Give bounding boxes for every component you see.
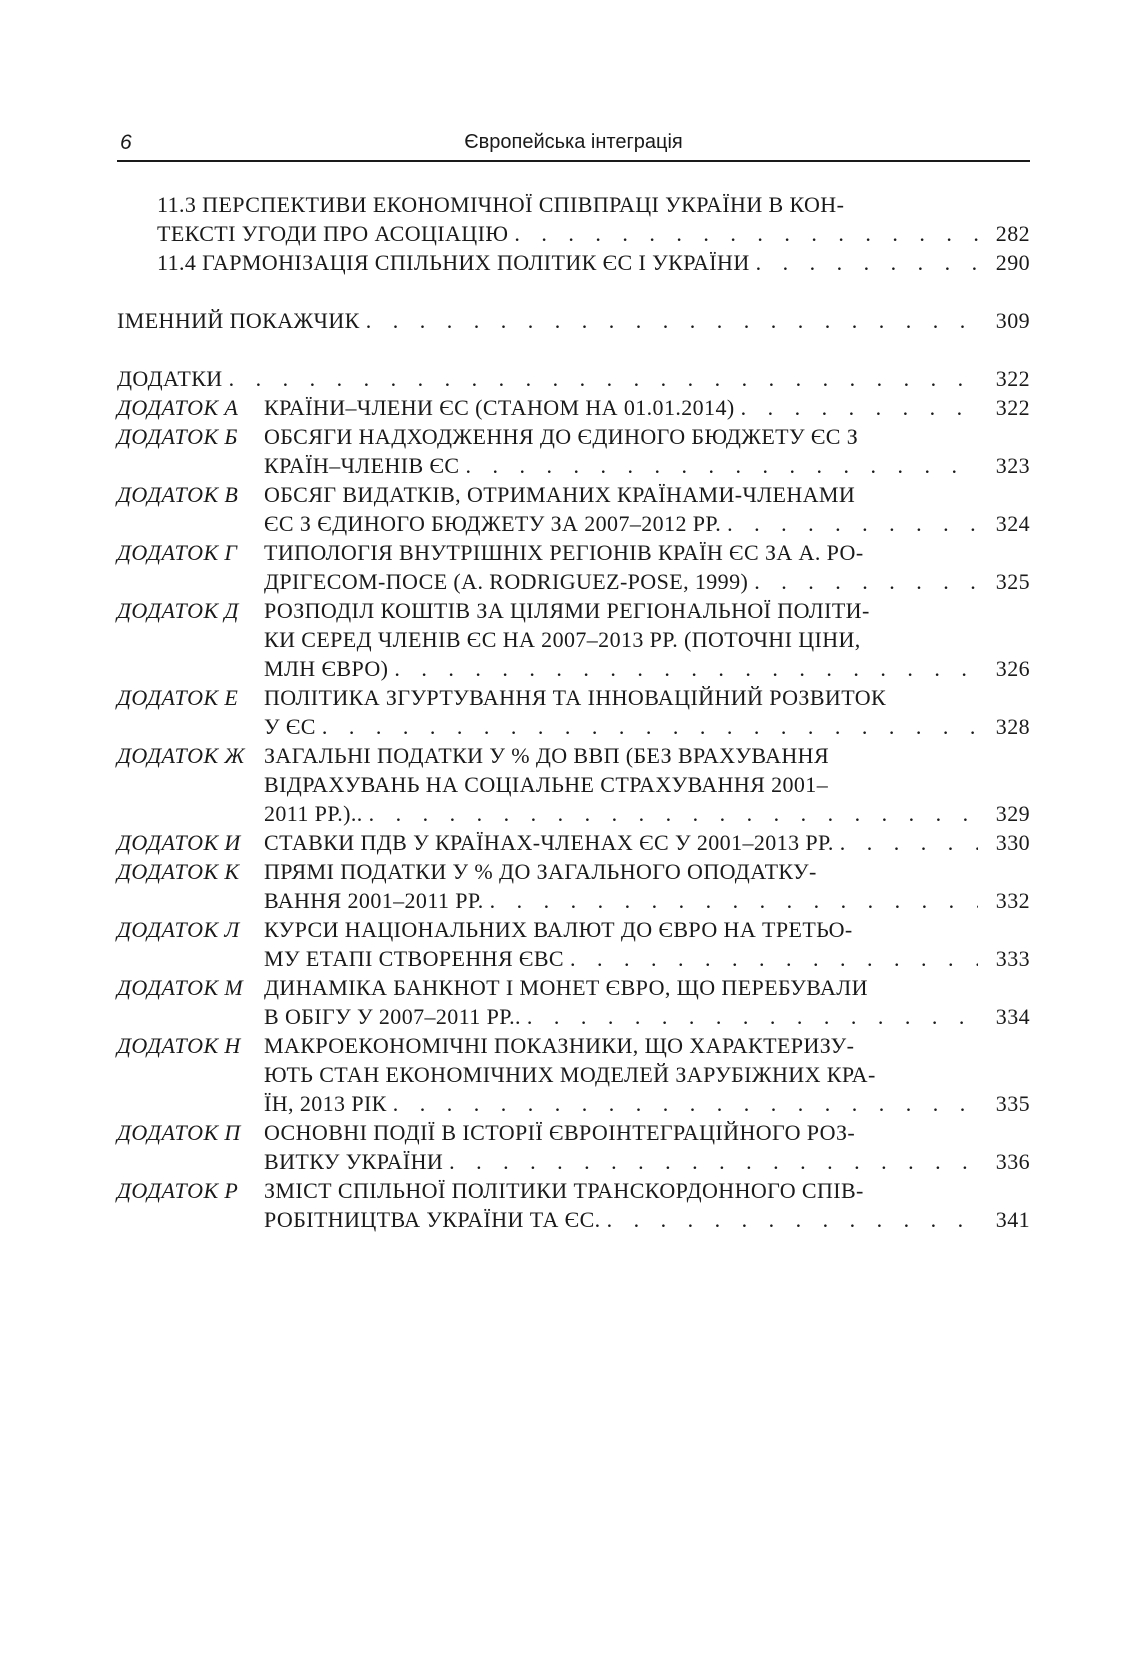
entry-body: [264, 596, 1030, 683]
entry-text-line: ОСНОВНІ ПОДІЇ В ІСТОРІЇ ЄВРОІНТЕГРАЦІЙНОГО РОЗ-: [264, 1120, 856, 1145]
dot-leader: [490, 886, 978, 915]
entry-body: [264, 480, 1030, 538]
entry-page-number: 333: [995, 946, 1030, 971]
entry-text-line: 11.3 ПЕРСПЕКТИВИ ЕКОНОМІЧНОЇ СПІВПРАЦІ УКРАЇНИ В КОН-: [157, 192, 845, 217]
entry-body: [264, 857, 1030, 915]
appendix-entry: [117, 538, 1030, 596]
appendix-label: ДОДАТОК Г: [117, 540, 238, 565]
entry-text-line: ПРЯМІ ПОДАТКИ У % ДО ЗАГАЛЬНОГО ОПОДАТКУ-: [264, 859, 817, 884]
entry-title: МЛН ЄВРО): [264, 656, 389, 681]
dot-leader: [840, 828, 978, 857]
entry-body: [264, 741, 1030, 828]
entry-page-number: 322: [995, 395, 1030, 420]
dot-leader: [741, 393, 978, 422]
appendix-label: ДОДАТОК Е: [117, 685, 239, 710]
dot-leader: [369, 799, 978, 828]
appendix-entry: [117, 393, 1030, 422]
entry-title: ВИТКУ УКРАЇНИ: [264, 1149, 444, 1174]
entry-page-number: 330: [995, 830, 1030, 855]
entry-body: [264, 1176, 1030, 1234]
entry-title: 11.4 ГАРМОНІЗАЦІЯ СПІЛЬНИХ ПОЛІТИК ЄС І УКРАЇНИ: [157, 250, 750, 275]
dot-leader: [754, 567, 978, 596]
entry-title: КРАЇНИ–ЧЛЕНИ ЄС (СТАНОМ НА 01.01.2014): [264, 395, 735, 420]
entry-title: СТАВКИ ПДВ У КРАЇНАХ-ЧЛЕНАХ ЄС У 2001–2013 РР.: [264, 830, 834, 855]
entry-body: [264, 1031, 1030, 1118]
appendix-label: ДОДАТОК Л: [117, 917, 240, 942]
appendix-label: ДОДАТОК Р: [117, 1178, 239, 1203]
dot-leader: [393, 1089, 978, 1118]
entry-last-line: [264, 654, 1030, 683]
entry-last-line: [264, 886, 1030, 915]
appendix-label: ДОДАТОК М: [117, 975, 244, 1000]
entry-page-number: 290: [995, 250, 1030, 275]
appendix-label: ДОДАТОК Б: [117, 424, 238, 449]
toc-entry: [117, 190, 1030, 248]
entry-last-line: [264, 799, 1030, 828]
page-header: [117, 128, 1030, 162]
entry-last-line: [264, 393, 1030, 422]
spacer: [117, 335, 1030, 364]
appendix-label: ДОДАТОК П: [117, 1120, 241, 1145]
entry-last-line: [117, 306, 1030, 335]
entry-body: [117, 306, 1030, 335]
entry-page-number: 309: [995, 308, 1030, 333]
appendix-entry: [117, 1118, 1030, 1176]
appendix-entry: [117, 741, 1030, 828]
entry-page-number: 326: [995, 656, 1030, 681]
entry-title: ДРІГЕСОМ-ПОСЕ (A. RODRIGUEZ-POSE, 1999): [264, 569, 749, 594]
entry-last-line: [264, 712, 1030, 741]
entry-page-number: 334: [995, 1004, 1030, 1029]
running-title: Європейська інтеграція: [464, 131, 683, 153]
entry-title: 2011 РР.)..: [264, 801, 363, 826]
entry-page-number: 325: [995, 569, 1030, 594]
appendix-entry: [117, 1031, 1030, 1118]
appendix-entry: [117, 480, 1030, 538]
appendix-entry: [117, 915, 1030, 973]
entry-text-line: ЗМІСТ СПІЛЬНОЇ ПОЛІТИКИ ТРАНСКОРДОННОГО СПІВ-: [264, 1178, 864, 1203]
entry-text-line: КУРСИ НАЦІОНАЛЬНИХ ВАЛЮТ ДО ЄВРО НА ТРЕТЬО-: [264, 917, 853, 942]
dot-leader: [366, 306, 978, 335]
entry-title: У ЄС: [264, 714, 316, 739]
entry-page-number: 324: [995, 511, 1030, 536]
entry-text-line: РОЗПОДІЛ КОШТІВ ЗА ЦІЛЯМИ РЕГІОНАЛЬНОЇ ПОЛІТИ-: [264, 598, 870, 623]
entry-title: ВАННЯ 2001–2011 РР.: [264, 888, 484, 913]
entry-text-line: КИ СЕРЕД ЧЛЕНІВ ЄС НА 2007–2013 РР. (ПОТОЧНІ ЦІНИ,: [264, 627, 861, 652]
appendix-label: ДОДАТОК Н: [117, 1033, 241, 1058]
entry-title: РОБІТНИЦТВА УКРАЇНИ ТА ЄС.: [264, 1207, 601, 1232]
entry-last-line: [264, 828, 1030, 857]
entry-last-line: [264, 509, 1030, 538]
entry-text-line: ЮТЬ СТАН ЕКОНОМІЧНИХ МОДЕЛЕЙ ЗАРУБІЖНИХ КРА-: [264, 1062, 876, 1087]
appendix-entry: [117, 596, 1030, 683]
entry-body: [264, 973, 1030, 1031]
dot-leader: [514, 219, 978, 248]
entry-text-line: ПОЛІТИКА ЗГУРТУВАННЯ ТА ІННОВАЦІЙНИЙ РОЗВИТОК: [264, 685, 887, 710]
dot-leader: [229, 364, 978, 393]
toc-entry-index: [117, 306, 1030, 335]
entry-title: ІМЕННИЙ ПОКАЖЧИК: [117, 308, 360, 333]
entry-title: ТЕКСТІ УГОДИ ПРО АСОЦІАЦІЮ: [157, 221, 509, 246]
entry-text-line: МАКРОЕКОНОМІЧНІ ПОКАЗНИКИ, ЩО ХАРАКТЕРИЗУ-: [264, 1033, 855, 1058]
entry-page-number: 323: [995, 453, 1030, 478]
entry-last-line: [264, 567, 1030, 596]
entry-body: [264, 915, 1030, 973]
dot-leader: [322, 712, 978, 741]
dot-leader: [465, 451, 978, 480]
entry-last-line: [264, 451, 1030, 480]
entry-body: [157, 248, 1030, 277]
dot-leader: [607, 1205, 978, 1234]
appendix-entry: [117, 973, 1030, 1031]
entry-text-line: ВІДРАХУВАНЬ НА СОЦІАЛЬНЕ СТРАХУВАННЯ 2001–: [264, 772, 829, 797]
spacer: [117, 277, 1030, 306]
dot-leader: [570, 944, 978, 973]
dot-leader: [394, 654, 978, 683]
entry-last-line: [157, 219, 1030, 248]
entry-title: ДОДАТКИ: [117, 366, 223, 391]
entry-last-line: [264, 944, 1030, 973]
entry-text-line: ДИНАМІКА БАНКНОТ І МОНЕТ ЄВРО, ЩО ПЕРЕБУВАЛИ: [264, 975, 868, 1000]
entry-body: [264, 538, 1030, 596]
appendix-label: ДОДАТОК К: [117, 859, 240, 884]
entry-page-number: 332: [995, 888, 1030, 913]
entry-text-line: ОБСЯГ ВИДАТКІВ, ОТРИМАНИХ КРАЇНАМИ-ЧЛЕНАМИ: [264, 482, 856, 507]
entry-page-number: 328: [995, 714, 1030, 739]
entry-text-line: ЗАГАЛЬНІ ПОДАТКИ У % ДО ВВП (БЕЗ ВРАХУВАННЯ: [264, 743, 830, 768]
entry-last-line: [157, 248, 1030, 277]
appendix-label: ДОДАТОК А: [117, 395, 239, 420]
entry-body: [157, 190, 1030, 248]
dot-leader: [756, 248, 978, 277]
appendix-label: ДОДАТОК Ж: [117, 743, 245, 768]
entry-page-number: 329: [995, 801, 1030, 826]
entry-last-line: [264, 1089, 1030, 1118]
appendix-entry: [117, 1176, 1030, 1234]
entry-page-number: 336: [995, 1149, 1030, 1174]
entry-last-line: [117, 364, 1030, 393]
entry-body: [264, 828, 1030, 857]
entry-last-line: [264, 1147, 1030, 1176]
entry-text-line: ОБСЯГИ НАДХОДЖЕННЯ ДО ЄДИНОГО БЮДЖЕТУ ЄС З: [264, 424, 859, 449]
entry-body: [117, 364, 1030, 393]
entry-page-number: 341: [995, 1207, 1030, 1232]
toc-entry: [117, 248, 1030, 277]
table-of-contents: [117, 190, 1030, 1234]
entry-body: [264, 422, 1030, 480]
entry-body: [264, 683, 1030, 741]
appendix-entry: [117, 422, 1030, 480]
appendix-label: ДОДАТОК Д: [117, 598, 239, 623]
entry-text-line: ТИПОЛОГІЯ ВНУТРІШНІХ РЕГІОНІВ КРАЇН ЄС ЗА А. РО-: [264, 540, 864, 565]
appendix-label: ДОДАТОК И: [117, 830, 241, 855]
appendix-entry: [117, 683, 1030, 741]
dot-leader: [727, 509, 978, 538]
appendix-entry: [117, 857, 1030, 915]
entry-title: КРАЇН–ЧЛЕНІВ ЄС: [264, 453, 460, 478]
entry-title: ЇН, 2013 РІК: [264, 1091, 387, 1116]
appendix-label: ДОДАТОК В: [117, 482, 239, 507]
dot-leader: [449, 1147, 978, 1176]
dot-leader: [527, 1002, 978, 1031]
entry-body: [264, 393, 1030, 422]
entry-title: В ОБІГУ У 2007–2011 РР..: [264, 1004, 521, 1029]
entry-page-number: 322: [995, 366, 1030, 391]
page-number: 6: [120, 131, 132, 154]
entry-title: МУ ЕТАПІ СТВОРЕННЯ ЄВС: [264, 946, 564, 971]
entry-last-line: [264, 1002, 1030, 1031]
entry-page-number: 335: [995, 1091, 1030, 1116]
entry-last-line: [264, 1205, 1030, 1234]
appendix-entry: [117, 828, 1030, 857]
toc-entry-appendices: [117, 364, 1030, 393]
entry-body: [264, 1118, 1030, 1176]
entry-page-number: 282: [995, 221, 1030, 246]
entry-title: ЄС З ЄДИНОГО БЮДЖЕТУ ЗА 2007–2012 РР.: [264, 511, 722, 536]
